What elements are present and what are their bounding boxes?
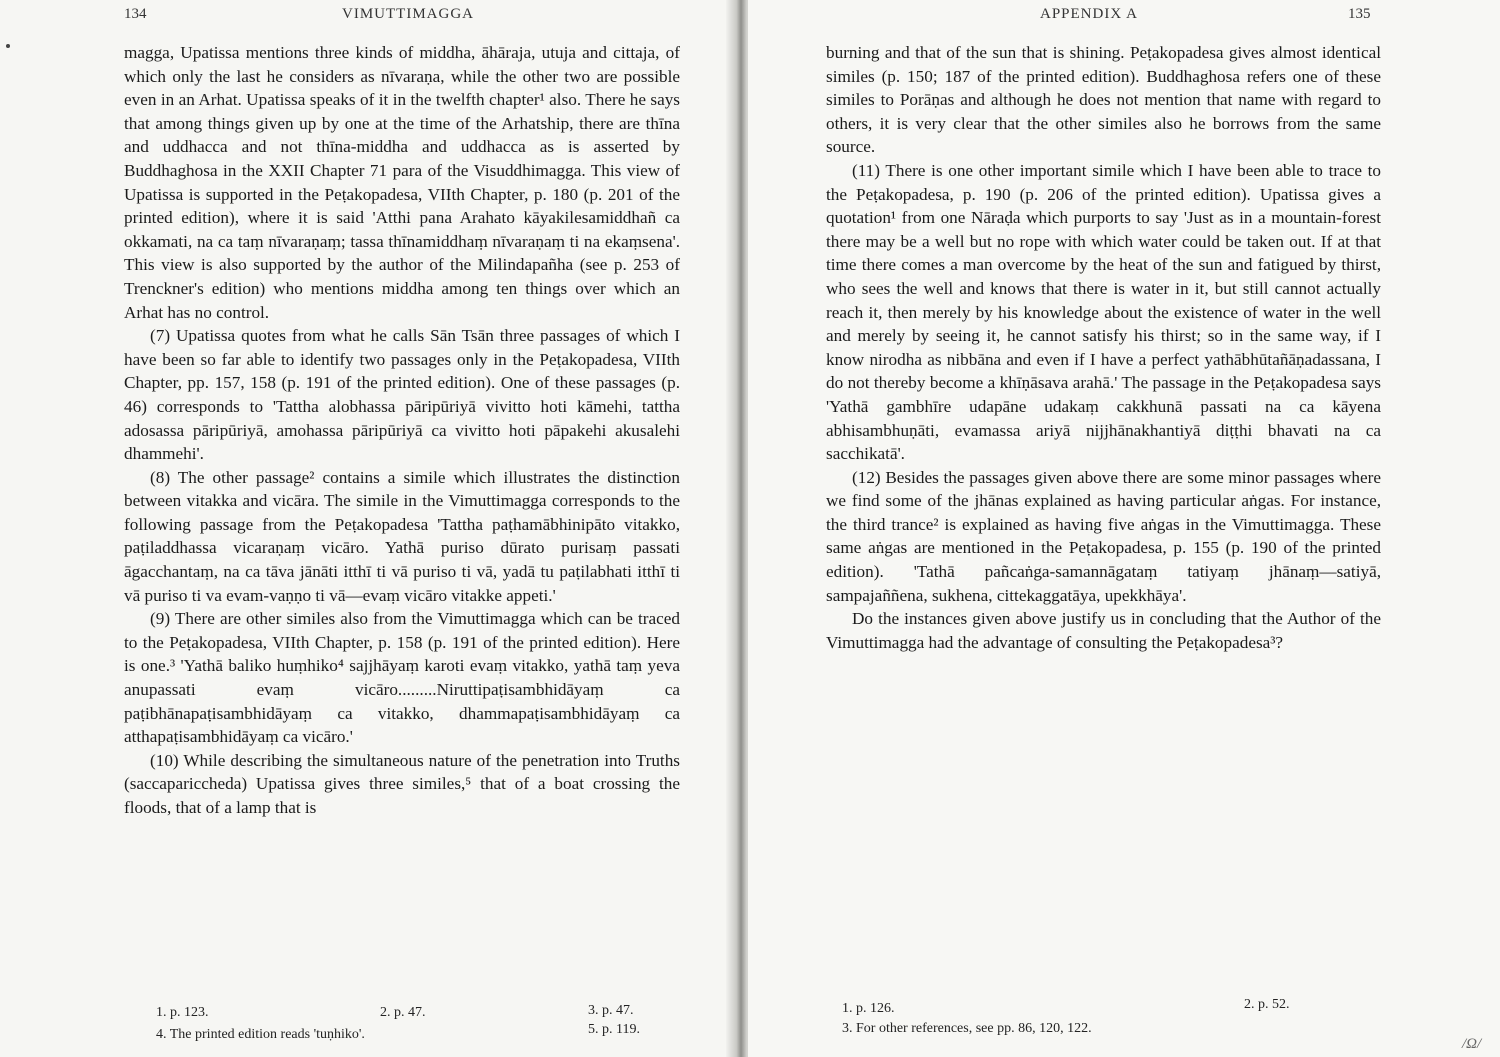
left-page	[0, 0, 740, 1057]
margin-dot	[6, 44, 10, 48]
left-page-number: 134	[124, 6, 147, 22]
footnote: 3. p. 47.	[588, 1003, 634, 1018]
footnote: 1. p. 123.	[156, 1005, 209, 1020]
paragraph: (7) Upatissa quotes from what he calls Sān Tsān three passages of which I have been so far able to identify two passages only in the Peṭakopadesa, VIIth Chapter, pp. 157, 158 (p. 191 of the printed edition). One of these passages (p. 46) corresponds to 'Tattha alobhassa pāripūriyā vivitto hoti kāmehi, tattha adosassa pāripūriyā, amohassa pāripūriyā ca vivitto hoti pāpakehi akusalehi dhammehi'.	[124, 326, 680, 464]
left-running-head: VIMUTTIMAGGA	[342, 6, 474, 22]
footnote: 5. p. 119.	[588, 1022, 640, 1037]
handwritten-margin-mark: /Ω/	[1462, 1036, 1482, 1052]
paragraph: (10) While describing the simultaneous nature of the penetration into Truths (saccapariccheda) Upatissa gives three similes,⁵ that of a boat crossing the floods, that of a lamp that is	[124, 750, 680, 817]
paragraph: burning and that of the sun that is shining. Peṭakopadesa gives almost identical similes (p. 150; 187 of the printed edition). Buddhaghosa refers one of these similes to Porāṇas and although he does not mention that name with regard to others, it is very clear that the other similes also he borrows from the same source.	[826, 43, 1381, 157]
right-page-number: 135	[1348, 6, 1371, 22]
footnote: 2. p. 47.	[380, 1005, 426, 1020]
paragraph: Do the instances given above justify us in concluding that the Author of the Vimuttimagga had the advantage of consulting the Peṭakopadesa³?	[826, 609, 1381, 652]
paragraph: (9) There are other similes also from the Vimuttimagga which can be traced to the Peṭakopadesa, VIIth Chapter, p. 158 (p. 191 of the printed edition). Here is one.³ 'Yathā baliko huṃhiko⁴ sajjhāyaṃ karoti evaṃ vitakko, yathā taṃ yeva anupassati evaṃ vicāro.........Niruttipaṭisambhidāyaṃ ca paṭibhānapaṭisambhidāyaṃ ca vitakko, dhammapaṭisambhidāyaṃ ca atthapaṭisambhidāyaṃ ca vicāro.'	[124, 609, 680, 747]
footnote: 4. The printed edition reads 'tuṇhiko'.	[156, 1027, 365, 1042]
paragraph: (8) The other passage² contains a simile which illustrates the distinction between vitakka and vicāra. The simile in the Vimuttimagga corresponds to the following passage from the Peṭakopadesa 'Tattha paṭhamābhinipāto vitakko, paṭiladdhassa vicaraṇaṃ vicāro. Yathā puriso dūrato purisaṃ passati āgacchantaṃ, na ca tāva jānāti itthī ti vā puriso ti vā, yadā tu paṭilabhati itthī ti vā puriso ti va evam-vaṇṇo ti vā—evaṃ vicāro vitakke appeti.'	[124, 467, 680, 605]
footnote: 3. For other references, see pp. 86, 120, 122.	[842, 1021, 1092, 1036]
paragraph: (11) There is one other important simile which I have been able to trace to the Peṭakopadesa, p. 190 (p. 206 of the printed edition). Upatissa gives a quotation¹ from one Nāraḍa which purports to say 'Just as in a mountain-forest there may be a well but no rope with which water could be taken out. If at that time there comes a man overcome by the heat of the sun and fatigued by thirst, who sees the well and knows that there is water in it, but still cannot actually reach it, then merely by his knowledge about the existence of water in the well and merely by seeing it, he cannot satisfy his thirst; so in the same way, if I know nirodha as nibbāna and even if I have a perfect yathābhūtañāṇadassana, I do not thereby become a khīṇāsava arahā.' The passage in the Peṭakopadesa says 'Yathā gambhīre udapāne udakaṃ cakkhunā passati na ca kāyena abhisambhuṇāti, evamassa ariyā nijjhānakhantiyā diṭṭhi bhavati na ca sacchikatā'.	[826, 160, 1381, 464]
footnote: 2. p. 52.	[1244, 997, 1290, 1012]
right-body-text	[826, 41, 1381, 654]
paragraph: magga, Upatissa mentions three kinds of middha, āhāraja, utuja and cittaja, of which only the last he considers as nīvaraṇa, while the other two are possible even in an Arhat. Upatissa speaks of it in the twelfth chapter¹ also. There he says that among things given up by one at the time of the Arhatship, there are thīna and uddhacca and not thīna-middha and uddhacca as is asserted by Buddhaghosa in the XXII Chapter 71 para of the Visuddhimagga. This view of Upatissa is supported in the Peṭakopadesa, VIIth Chapter, p. 180 (p. 201 of the printed edition), where it is said 'Atthi pana Arahato kāyakilesamiddhañ ca okkamati, na ca taṃ nīvaraṇaṃ; tassa thīnamiddhaṃ nīvaraṇaṃ ti na ekaṃsena'. This view is also supported by the author of the Milindapañha (see p. 253 of Trenckner's edition) who mentions middha among ten things over which an Arhat has no control.	[124, 43, 680, 322]
right-running-head: APPENDIX A	[1040, 6, 1138, 22]
footnote: 1. p. 126.	[842, 1001, 895, 1016]
left-body-text	[124, 41, 680, 820]
right-page	[748, 0, 1500, 1057]
paragraph: (12) Besides the passages given above there are some minor passages where we find some of the jhānas explained as having particular aṅgas. For instance, the third trance² is explained as having five aṅgas in the Vimuttimagga. These same aṅgas are mentioned in the Peṭakopadesa, p. 155 (p. 190 of the printed edition). 'Tathā pañcaṅga-samannāgataṃ tatiyaṃ jhānaṃ—satiyā, sampajaññena, sukhena, cittekaggatāya, upekkhāya'.	[826, 467, 1381, 605]
